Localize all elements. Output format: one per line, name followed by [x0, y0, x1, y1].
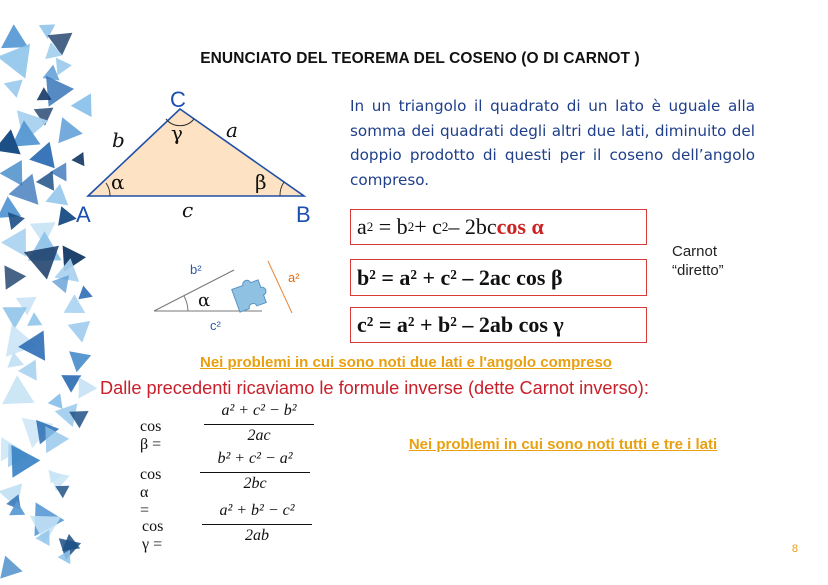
- decorative-triangle: [24, 246, 59, 280]
- exp-3: 2: [441, 219, 449, 234]
- mini-c2-label: c²: [210, 318, 221, 333]
- decorative-triangle: [29, 142, 55, 169]
- formula-a-squared: [350, 209, 647, 245]
- side-c-label: c: [182, 198, 194, 222]
- decorative-triangle: [1, 228, 26, 257]
- page-title: ENUNCIATO DEL TEOREMA DEL COSENO (O DI CARNOT ): [200, 50, 640, 67]
- decorative-triangle: [4, 80, 23, 98]
- side-a-label: a: [226, 118, 238, 142]
- decorative-triangle: [55, 486, 69, 499]
- carnot-label-line2: “diretto”: [672, 262, 724, 279]
- inverse-lhs-gamma: cos γ =: [142, 518, 164, 553]
- mini-b2-label: b²: [190, 262, 202, 277]
- decorative-triangle: [78, 286, 92, 300]
- mini-alpha-label: α: [198, 290, 211, 311]
- decorative-triangle: [4, 265, 26, 289]
- decorative-triangle: [2, 375, 34, 404]
- angle-alpha-label: α: [111, 170, 125, 194]
- puzzle-piece-icon: [230, 275, 269, 312]
- decorative-triangle: [36, 171, 54, 191]
- formula-a-minus: – 2bc: [448, 214, 497, 239]
- decorative-triangle: [56, 58, 72, 76]
- decorative-triangle: [0, 160, 22, 186]
- mini-line-a: [268, 261, 292, 313]
- angle-beta-label: β: [255, 170, 267, 194]
- inverse-num-beta: a² + c² − b²: [221, 402, 297, 419]
- mini-a2-label: a²: [288, 270, 300, 285]
- formula-b-squared: b² = a² + c² – 2ac cos β: [350, 259, 647, 296]
- theorem-statement: In un triangolo il quadrato di un lato è uguale alla somma dei quadrati degli altri due lati, diminuito del doppio prodotto di questi per il coseno dell’angolo compreso.: [350, 97, 755, 189]
- inverse-den-alpha: 2bc: [243, 475, 267, 492]
- note-two-sides: Nei problemi in cui sono noti due lati e l'angolo compreso: [200, 354, 612, 371]
- carnot-label-line1: Carnot: [672, 243, 718, 260]
- inverse-den-gamma: 2ab: [245, 527, 269, 544]
- decorative-triangle: [2, 307, 27, 329]
- decorative-triangle: [27, 312, 42, 326]
- inverse-den-beta: 2ac: [247, 427, 271, 444]
- exp-1: 2: [366, 219, 374, 234]
- decorative-triangle: [0, 556, 22, 579]
- side-b-label: b: [112, 128, 125, 152]
- inverse-num-gamma: a² + b² − c²: [219, 502, 295, 519]
- formula-c-squared: c² = a² + b² – 2ab cos γ: [350, 307, 647, 343]
- decorative-triangle: [11, 445, 40, 478]
- formula-a-lhs: a: [357, 214, 367, 239]
- vertex-a-label: A: [76, 202, 91, 225]
- vertex-c-label: C: [170, 87, 186, 112]
- decorative-triangle: [48, 393, 63, 409]
- triangle-diagram: [70, 85, 330, 225]
- decorative-triangle: [61, 375, 81, 393]
- note-three-sides: Nei problemi in cui sono noti tutti e tre i lati: [408, 436, 718, 453]
- formula-a-rhs-b: = b: [378, 214, 408, 239]
- decorative-triangle: [69, 351, 91, 372]
- formula-a-rhs-c: + c: [414, 214, 442, 239]
- decorative-triangle: [79, 377, 98, 398]
- decorative-triangle: [68, 321, 91, 343]
- mini-angle-diagram: [150, 258, 320, 338]
- inverse-num-alpha: b² + c² − a²: [217, 450, 293, 467]
- angle-gamma-label: γ: [171, 121, 183, 145]
- inverse-lhs-alpha: cos α =: [140, 466, 162, 519]
- vertex-b-label: B: [296, 202, 311, 225]
- exp-2: 2: [407, 219, 415, 234]
- fraction-bar: [204, 424, 314, 425]
- fraction-bar: [202, 524, 312, 525]
- formula-a-cos: cos α: [496, 214, 544, 239]
- page-number: 8: [791, 543, 798, 555]
- inverse-formulas-heading: Dalle precedenti ricaviamo le formule inverse (dette Carnot inverso):: [100, 378, 649, 398]
- decorative-triangle: [0, 44, 30, 79]
- carnot-direct-label: [672, 242, 752, 280]
- fraction-bar: [200, 472, 310, 473]
- mini-angle-arc: [184, 296, 188, 311]
- inverse-lhs-beta: cos β =: [140, 418, 162, 453]
- decorative-triangle: [1, 24, 28, 48]
